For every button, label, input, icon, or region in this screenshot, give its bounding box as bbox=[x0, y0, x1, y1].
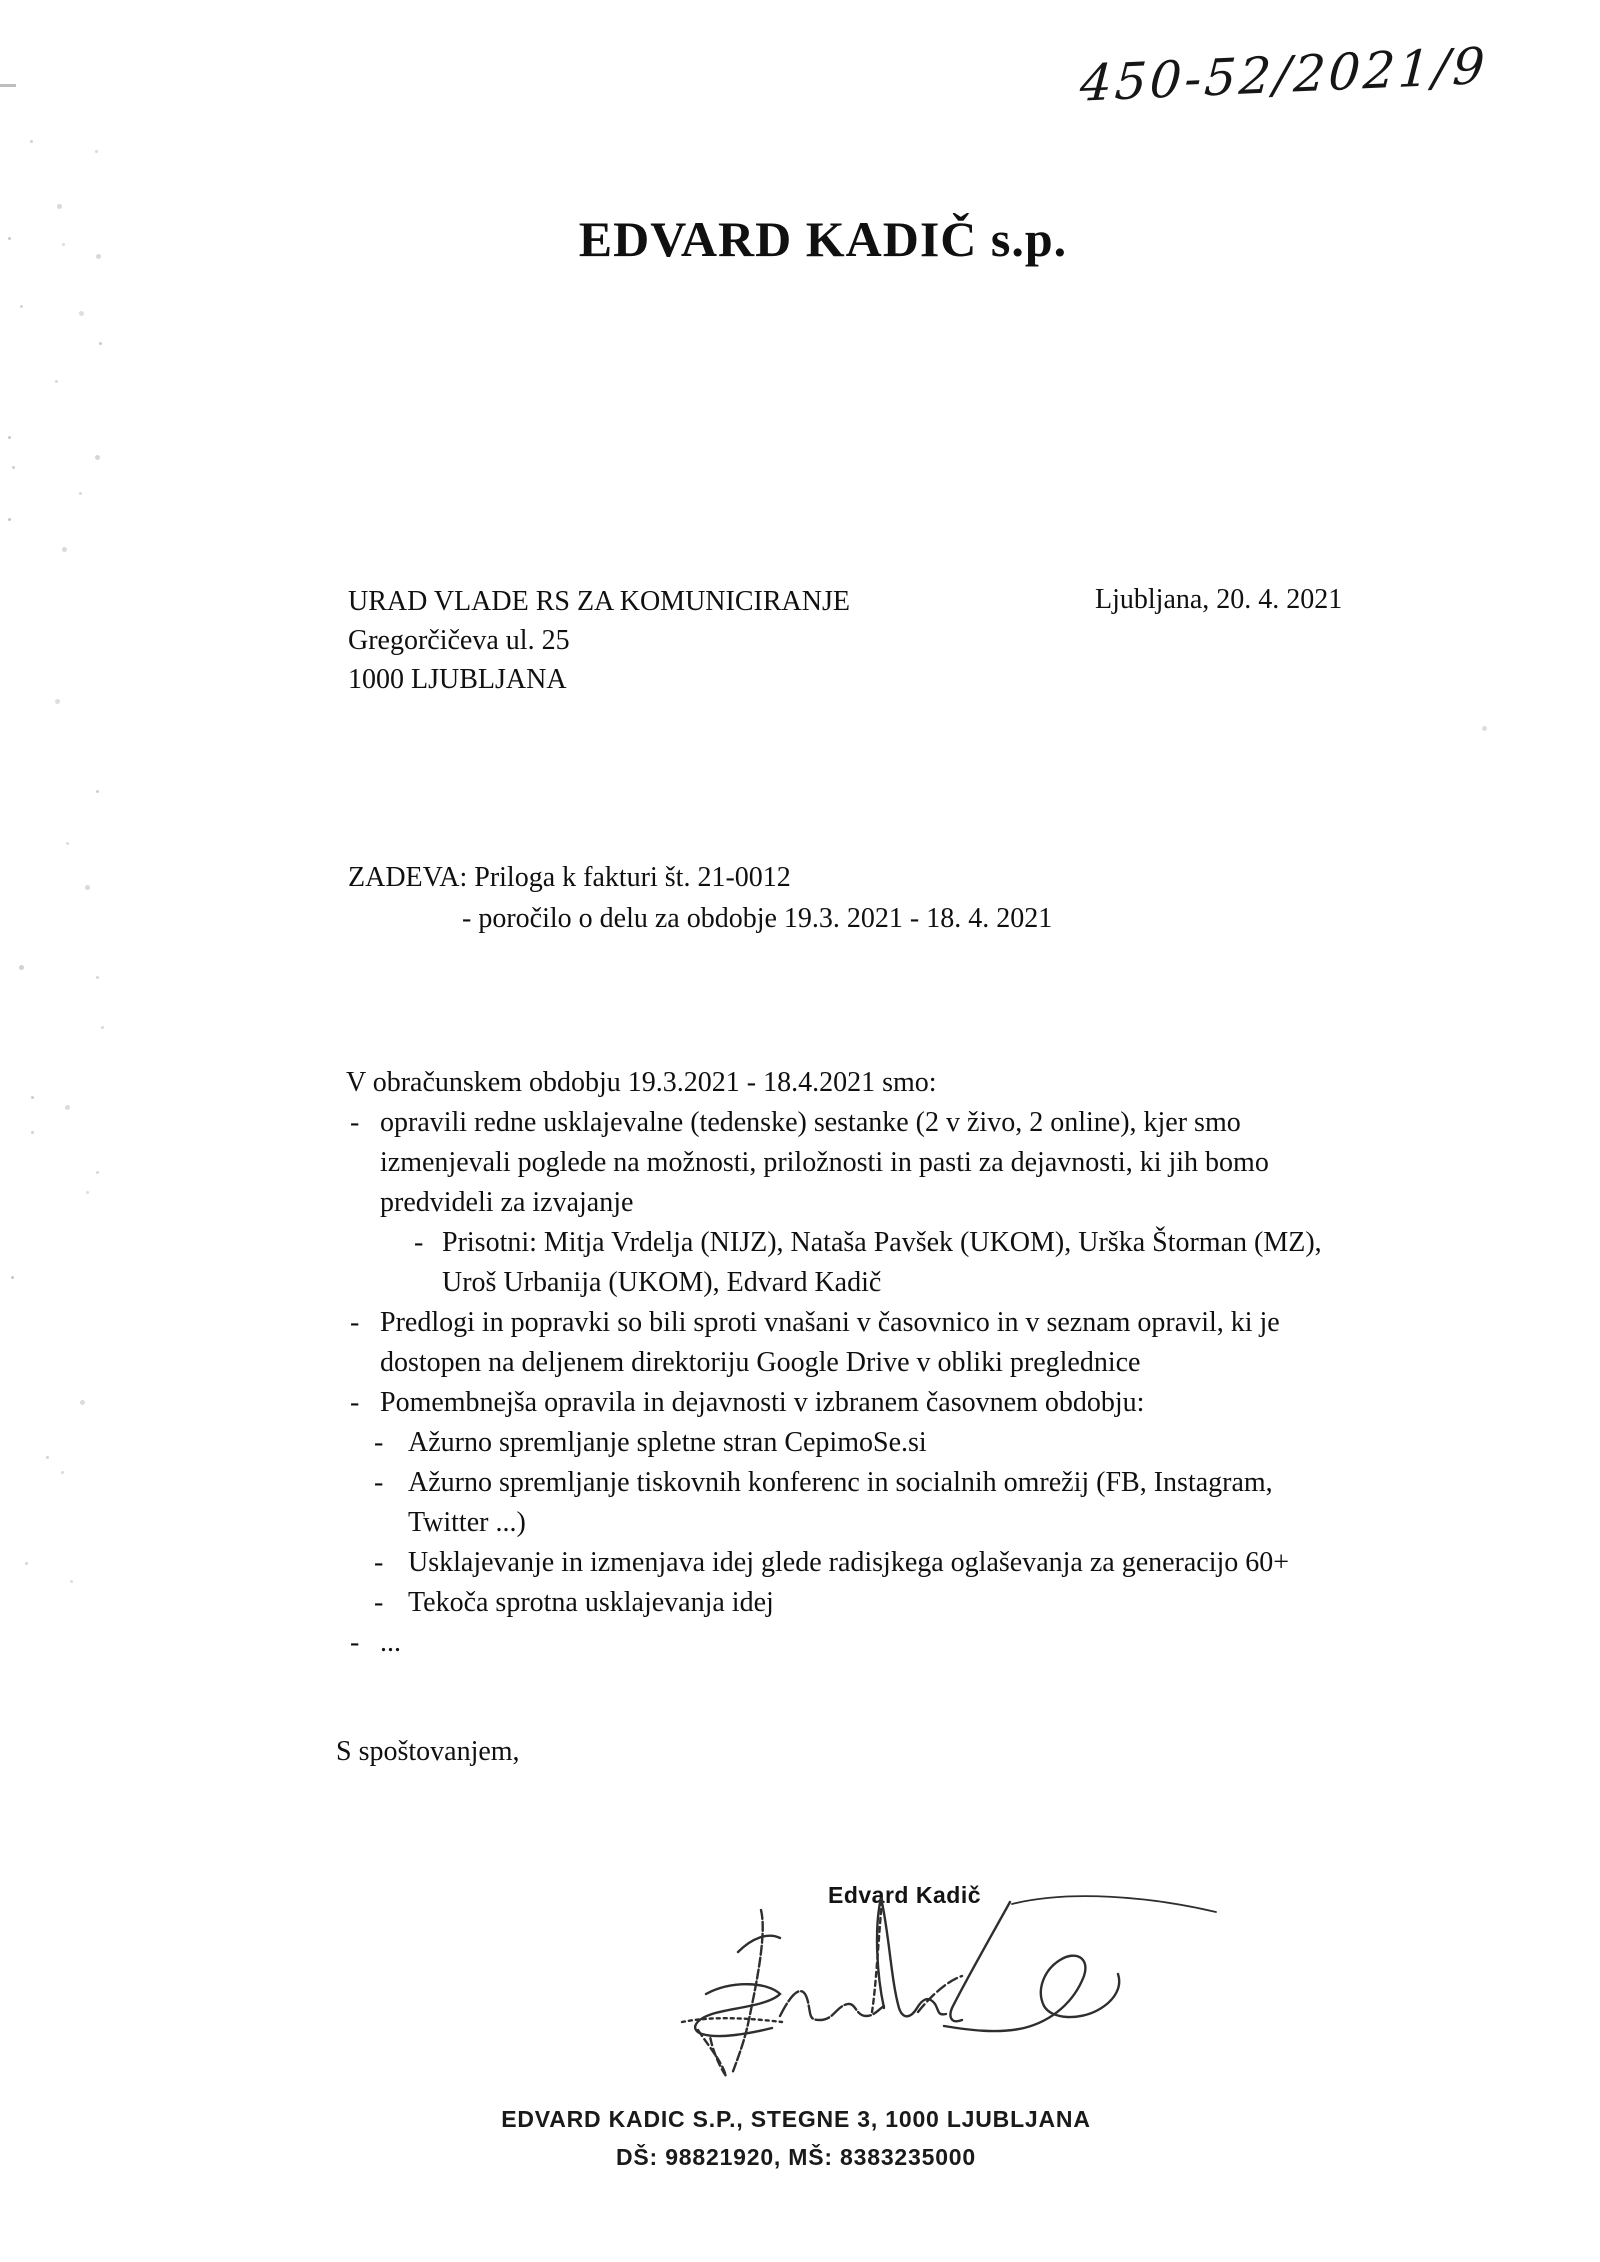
body-line bbox=[0, 1547, 1600, 1587]
subject-line-2: - poročilo o delu za obdobje 19.3. 2021 - 18. 4. 2021 bbox=[462, 903, 1053, 934]
bullet-dash: - bbox=[350, 1107, 360, 1138]
signature-stroke bbox=[1012, 1896, 1216, 1912]
subject-line-1: ZADEVA: Priloga k fakturi št. 21-0012 bbox=[348, 862, 791, 893]
body-line bbox=[0, 1227, 1600, 1267]
signature-stroke bbox=[877, 1898, 946, 2016]
body-line bbox=[0, 1387, 1600, 1427]
body-line-text: Twitter ...) bbox=[408, 1507, 526, 1538]
signature-stroke bbox=[732, 1910, 763, 2074]
body-line-text: ... bbox=[380, 1627, 401, 1658]
body-line-text: Predlogi in popravki so bili sproti vnašani v časovnico in v seznam opravil, ki je bbox=[380, 1307, 1280, 1338]
handwritten-reference-number: 450-52/2021/9 bbox=[1078, 36, 1490, 113]
recipient-line: 1000 LJUBLJANA bbox=[348, 664, 567, 695]
footer-line-1: EDVARD KADIC S.P., STEGNE 3, 1000 LJUBLJANA bbox=[501, 2106, 1091, 2132]
signature-stroke bbox=[738, 1936, 780, 1952]
signature-stroke bbox=[950, 1902, 1010, 2021]
signature-stroke bbox=[780, 1991, 884, 2020]
place-date-line: Ljubljana, 20. 4. 2021 bbox=[1095, 584, 1343, 615]
scan-edge-mark bbox=[0, 84, 16, 87]
body-line bbox=[0, 1267, 1600, 1307]
company-letterhead-title: EDVARD KADIČ s.p. bbox=[578, 211, 1068, 267]
body-line-text: Uroš Urbanija (UKOM), Edvard Kadič bbox=[442, 1267, 882, 1298]
signature-stroke bbox=[944, 1956, 1119, 2031]
body-line-text: izmenjevali poglede na možnosti, priložnosti in pasti za dejavnosti, ki jih bomo bbox=[380, 1147, 1269, 1178]
signature-stroke bbox=[695, 1984, 780, 2036]
bullet-dash: - bbox=[374, 1467, 384, 1498]
body-line-text: opravili redne usklajevalne (tedenske) sestanke (2 v živo, 2 online), kjer smo bbox=[380, 1107, 1241, 1138]
footer-company-info bbox=[0, 2100, 1596, 2176]
signature-stroke bbox=[918, 1976, 962, 2012]
bullet-dash: - bbox=[414, 1227, 424, 1258]
body-line bbox=[0, 1507, 1600, 1547]
bullet-dash: - bbox=[350, 1307, 360, 1338]
body-line-text: Usklajevanje in izmenjava idej glede radisjkega oglaševanja za generacijo 60+ bbox=[408, 1547, 1290, 1578]
recipient-address-block bbox=[348, 582, 850, 699]
body-line-text: Tekoča sprotna usklajevanja idej bbox=[408, 1587, 774, 1618]
body-line bbox=[0, 1147, 1600, 1187]
body-line bbox=[0, 1307, 1600, 1347]
body-line bbox=[0, 1187, 1600, 1227]
body-line bbox=[0, 1427, 1600, 1467]
closing-salutation: S spoštovanjem, bbox=[336, 1736, 520, 1767]
body-line bbox=[0, 1587, 1600, 1627]
signatory-name: Edvard Kadič bbox=[828, 1882, 981, 1908]
footer-line-2: DŠ: 98821920, MŠ: 8383235000 bbox=[616, 2144, 976, 2170]
body-line-text: dostopen na deljenem direktoriju Google Drive v obliki preglednice bbox=[380, 1347, 1141, 1378]
recipient-line: Gregorčičeva ul. 25 bbox=[348, 625, 570, 656]
body-line bbox=[0, 1347, 1600, 1387]
body-line-text: predvideli za izvajanje bbox=[380, 1187, 634, 1218]
body-line bbox=[0, 1627, 1600, 1667]
body-line-text: Ažurno spremljanje spletne stran CepimoSe.si bbox=[408, 1427, 927, 1458]
recipient-line: URAD VLADE RS ZA KOMUNICIRANJE bbox=[348, 586, 850, 617]
bullet-dash: - bbox=[374, 1427, 384, 1458]
body-line-text: V obračunskem obdobju 19.3.2021 - 18.4.2021 smo: bbox=[346, 1067, 937, 1098]
body-line bbox=[0, 1107, 1600, 1147]
scan-noise-specks bbox=[0, 0, 3, 3]
body-line-text: Pomembnejša opravila in dejavnosti v izbranem časovnem obdobju: bbox=[380, 1387, 1145, 1418]
signature-scribble bbox=[668, 1876, 1228, 2088]
body-line bbox=[0, 1067, 1600, 1107]
body-line bbox=[0, 1467, 1600, 1507]
bullet-dash: - bbox=[350, 1627, 360, 1658]
bullet-dash: - bbox=[374, 1587, 384, 1618]
bullet-dash: - bbox=[374, 1547, 384, 1578]
body-line-text: Ažurno spremljanje tiskovnih konferenc in socialnih omrežij (FB, Instagram, bbox=[408, 1467, 1273, 1498]
body-line-text: Prisotni: Mitja Vrdelja (NIJZ), Nataša Pavšek (UKOM), Urška Štorman (MZ), bbox=[442, 1227, 1322, 1258]
bullet-dash: - bbox=[350, 1387, 360, 1418]
